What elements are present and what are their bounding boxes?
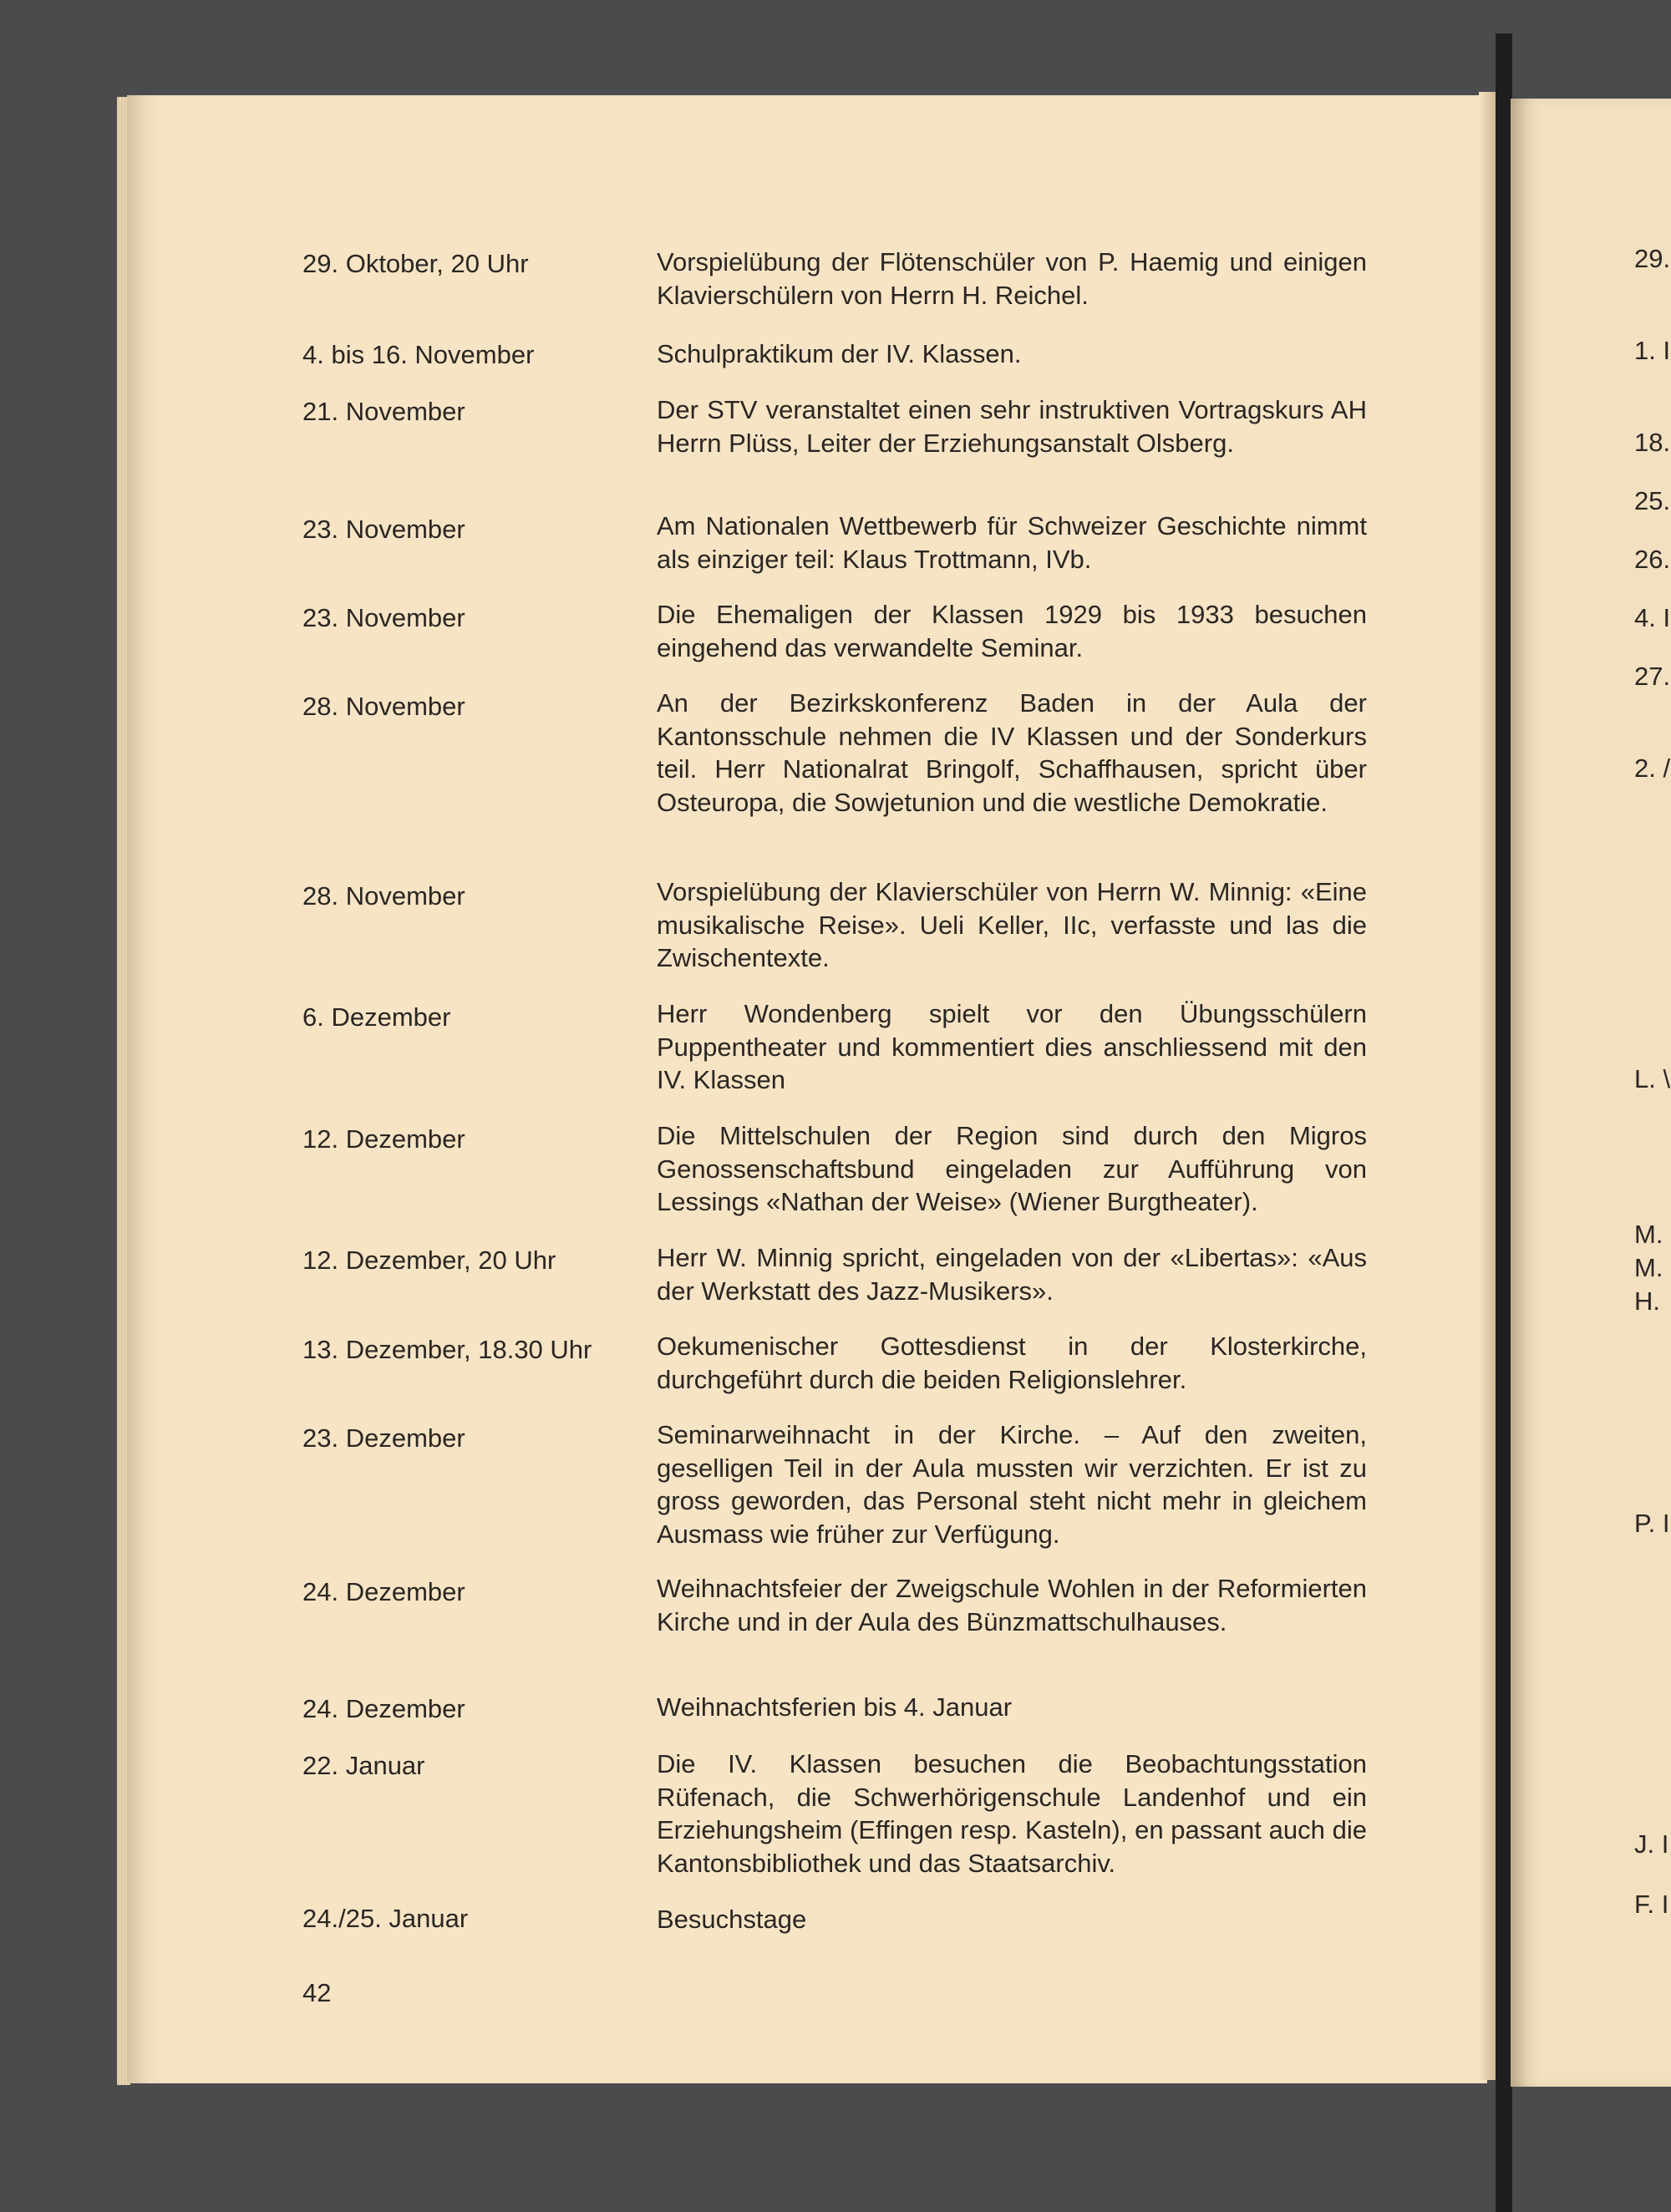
entry-date: 22. Januar — [302, 1751, 425, 1780]
right-fragment: M. — [1634, 1253, 1663, 1282]
entry-date: 24./25. Januar — [302, 1904, 469, 1933]
entry-text: Vorspielübung der Flötenschüler von P. Haemig und einigen Klavierschülern von Herrn H. Reichel. — [657, 247, 1367, 310]
entry-text: Schulpraktikum der IV. Klassen. — [657, 339, 1022, 368]
entry-text: Die Mittelschulen der Region sind durch den Migros Genossenschaftsbund eingeladen zur Aufführung von Lessings «Nathan der Weise» (Wiener Burgtheater). — [657, 1121, 1367, 1216]
entry-date: 24. Dezember — [302, 1577, 465, 1606]
right-fragment: 25. — [1634, 486, 1671, 515]
entry-text: Besuchstage — [657, 1905, 807, 1934]
entry-date: 13. Dezember, 18.30 Uhr — [302, 1335, 592, 1364]
entry-text: Die IV. Klassen besuchen die Beobachtungsstation Rüfenach, die Schwerhörigenschule Landenhof und ein Erziehungsheim (Effingen resp. Kasteln), en passant auch die Kantonsbibliothek und das Staatsarchiv. — [657, 1749, 1367, 1878]
entry-date: 12. Dezember — [302, 1124, 465, 1154]
entry-date: 24. Dezember — [302, 1694, 465, 1723]
entry-text: Seminarweihnacht in der Kirche. – Auf den zweiten, geselligen Teil in der Aula mussten wir verzichten. Er ist zu gross geworden, das Personal steht nicht mehr in gleichem Ausmass wie früher zur Verfügung. — [657, 1420, 1367, 1549]
entry-date: 28. November — [302, 881, 465, 911]
entry-date: 4. bis 16. November — [302, 340, 535, 369]
entry-date: 23. Dezember — [302, 1423, 465, 1453]
right-fragment: 18. — [1634, 428, 1671, 457]
right-fragment: 29. — [1634, 244, 1671, 273]
right-fragment: L. \ — [1634, 1064, 1671, 1093]
entry-text: Weihnachtsfeier der Zweigschule Wohlen in der Reformierten Kirche und in der Aula des Bünzmattschulhauses. — [657, 1574, 1367, 1636]
page-number: 42 — [302, 1978, 332, 2007]
entry-date: 23. November — [302, 515, 465, 544]
entry-text: Die Ehemaligen der Klassen 1929 bis 1933 besuchen eingehend das verwandelte Seminar. — [657, 600, 1367, 662]
entry-text: Weihnachtsferien bis 4. Januar — [657, 1692, 1013, 1722]
entry-date: 28. November — [302, 692, 465, 721]
right-fragment: 27. — [1634, 662, 1671, 691]
right-fragment: 26. — [1634, 545, 1671, 574]
entry-text: Vorspielübung der Klavierschüler von Herrn W. Minnig: «Eine musikalische Reise». Ueli Keller, IIc, verfasste und las die Zwischentexte. — [657, 877, 1367, 972]
entry-date: 23. November — [302, 603, 465, 632]
entry-date: 12. Dezember, 20 Uhr — [302, 1246, 556, 1275]
entry-text: An der Bezirkskonferenz Baden in der Aula der Kantonsschule nehmen die IV Klassen und der Sonderkurs teil. Herr Nationalrat Bringolf, Schaffhausen, spricht über Osteuropa, die Sowjetunion und die westliche Demokratie. — [657, 688, 1367, 817]
entry-text: Am Nationalen Wettbewerb für Schweizer Geschichte nimmt als einziger teil: Klaus Trottmann, IVb. — [657, 511, 1367, 574]
right-fragment: 2. / — [1634, 753, 1671, 783]
entry-text: Oekumenischer Gottesdienst in der Klosterkirche, durchgeführt durch die beiden Religionslehrer. — [657, 1332, 1367, 1394]
right-fragment: M. — [1634, 1220, 1663, 1249]
right-fragment: P. I — [1634, 1509, 1670, 1538]
entry-date: 6. Dezember — [302, 1002, 451, 1032]
book-spine — [1496, 33, 1512, 2212]
entry-date: 21. November — [302, 397, 465, 426]
right-fragment: H. — [1634, 1286, 1660, 1316]
entry-text: Herr W. Minnig spricht, eingeladen von der «Libertas»: «Aus der Werkstatt des Jazz-Musikers». — [657, 1243, 1367, 1306]
entry-date: 29. Oktober, 20 Uhr — [302, 249, 529, 278]
right-fragment: J. I — [1634, 1829, 1669, 1859]
entry-text: Der STV veranstaltet einen sehr instruktiven Vortragskurs AH Herrn Plüss, Leiter der Erziehungsanstalt Olsberg. — [657, 395, 1367, 458]
entry-text: Herr Wondenberg spielt vor den Übungsschülern Puppentheater und kommentiert dies anschliessend mit den IV. Klassen — [657, 999, 1367, 1094]
right-fragment: 1. I — [1634, 336, 1671, 365]
right-fragment: F. I — [1634, 1890, 1669, 1919]
right-fragment: 4. I — [1634, 603, 1671, 632]
